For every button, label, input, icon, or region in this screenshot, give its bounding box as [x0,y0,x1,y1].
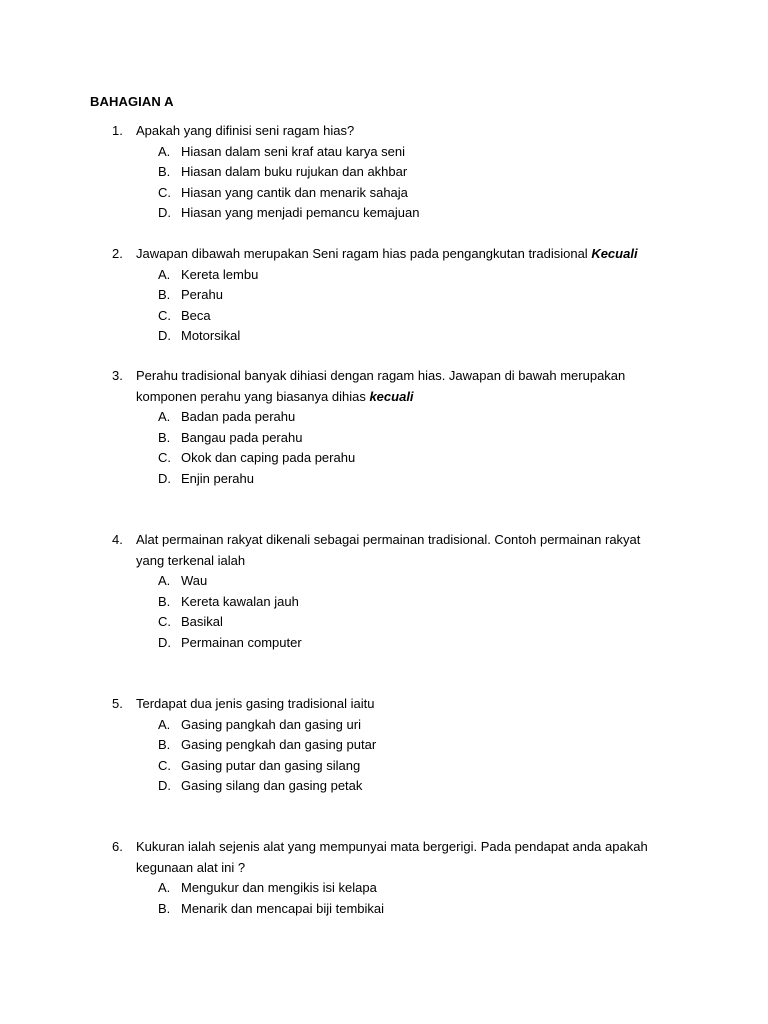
question-text [136,244,638,265]
option-letter: D. [158,205,171,220]
option-text: Kereta lembu [181,266,259,282]
question-stem [112,366,692,387]
option-b [112,285,692,306]
option-c [112,448,692,469]
question-2 [112,244,692,347]
option-letter: D. [158,634,171,650]
option-d [112,469,692,490]
question-text: Alat permainan rakyat dikenali sebagai permainan tradisional. Contoh permainan rakyat [136,532,641,547]
option-letter: A. [158,880,171,895]
option-a [112,878,692,899]
option-text: Permainan computer [181,634,302,650]
option-text: Basikal [181,614,223,629]
question-4 [112,530,692,653]
question-6 [112,837,692,919]
question-stem-continued [112,551,692,572]
option-letter: A. [158,573,171,588]
question-number: 5. [112,696,123,711]
option-a [112,571,692,592]
option-letter: D. [158,470,171,486]
option-text: Hiasan yang menjadi pemancu kemajuan [181,205,420,220]
question-stem [112,837,692,858]
question-number: 6. [112,839,123,854]
option-text: Wau [181,573,208,588]
option-text: Enjin perahu [181,470,254,486]
option-text: Badan pada perahu [181,409,296,424]
option-text: Gasing silang dan gasing petak [181,778,363,793]
option-letter: B. [158,164,171,179]
question-number: 2. [112,246,123,261]
question-text: Apakah yang difinisi seni ragam hias? [136,123,355,138]
question-text: Perahu tradisional banyak dihiasi dengan ragam hias. Jawapan di bawah merupakan [136,368,626,383]
question-stem [112,694,692,715]
option-text: Beca [181,307,211,323]
option-text: Bangau pada perahu [181,429,303,445]
option-text: Motorsikal [181,328,241,343]
option-letter: B. [158,900,171,916]
option-text: Menarik dan mencapai biji tembikai [181,900,385,916]
option-letter: A. [158,143,171,159]
option-d [112,633,692,654]
option-text: Hiasan dalam seni kraf atau karya seni [181,143,406,159]
option-b [112,592,692,613]
option-letter: B. [158,287,171,302]
option-text: Okok dan caping pada perahu [181,450,356,465]
option-a [112,407,692,428]
option-letter: D. [158,328,171,343]
option-letter: C. [158,450,171,465]
option-d [112,776,692,797]
option-letter: C. [158,184,171,200]
option-text: Kereta kawalan jauh [181,593,299,609]
option-a [112,265,692,286]
option-c [112,306,692,327]
option-d [112,326,692,347]
option-letter: B. [158,593,171,609]
question-5 [112,694,692,797]
option-letter: A. [158,716,171,732]
option-letter: B. [158,429,171,445]
question-stem [112,121,692,142]
option-text: Gasing putar dan gasing silang [181,757,361,773]
exception-keyword: Kecuali [591,246,638,261]
question-text-main: komponen perahu yang biasanya dihias [136,388,370,404]
option-a [112,715,692,736]
option-text: Hiasan yang cantik dan menarik sahaja [181,184,408,200]
option-text: Hiasan dalam buku rujukan dan akhbar [181,164,408,179]
option-letter: D. [158,778,171,793]
option-text: Mengukur dan mengikis isi kelapa [181,880,377,895]
option-text: Perahu [181,287,223,302]
question-number: 4. [112,532,123,547]
option-c [112,756,692,777]
option-c [112,612,692,633]
option-letter: C. [158,307,171,323]
option-text: Gasing pengkah dan gasing putar [181,737,377,752]
question-stem [112,530,692,551]
option-letter: B. [158,737,171,752]
question-text-main: Jawapan dibawah merupakan Seni ragam hias pada pengangkutan tradisional [136,246,592,261]
question-number: 3. [112,368,123,383]
option-b [112,162,692,183]
question-1 [112,121,692,224]
option-c [112,183,692,204]
question-stem [112,244,692,265]
question-text [136,387,414,408]
option-b [112,899,692,920]
option-d [112,203,692,224]
question-text: Kukuran ialah sejenis alat yang mempunyai mata bergerigi. Pada pendapat anda apakah [136,839,648,854]
exception-keyword: kecuali [369,388,414,404]
option-a [112,142,692,163]
question-3 [112,366,692,489]
option-letter: A. [158,266,171,282]
question-number: 1. [112,123,123,138]
option-letter: C. [158,614,171,629]
option-text: Gasing pangkah dan gasing uri [181,716,361,732]
option-letter: C. [158,757,171,773]
question-stem-continued [112,858,692,879]
option-letter: A. [158,409,171,424]
question-text: kegunaan alat ini ? [136,859,246,875]
question-text: Terdapat dua jenis gasing tradisional iaitu [136,696,375,711]
question-stem-continued [112,387,692,408]
question-text: yang terkenal ialah [136,552,246,568]
option-b [112,735,692,756]
option-b [112,428,692,449]
section-title: BAHAGIAN A [90,94,174,109]
